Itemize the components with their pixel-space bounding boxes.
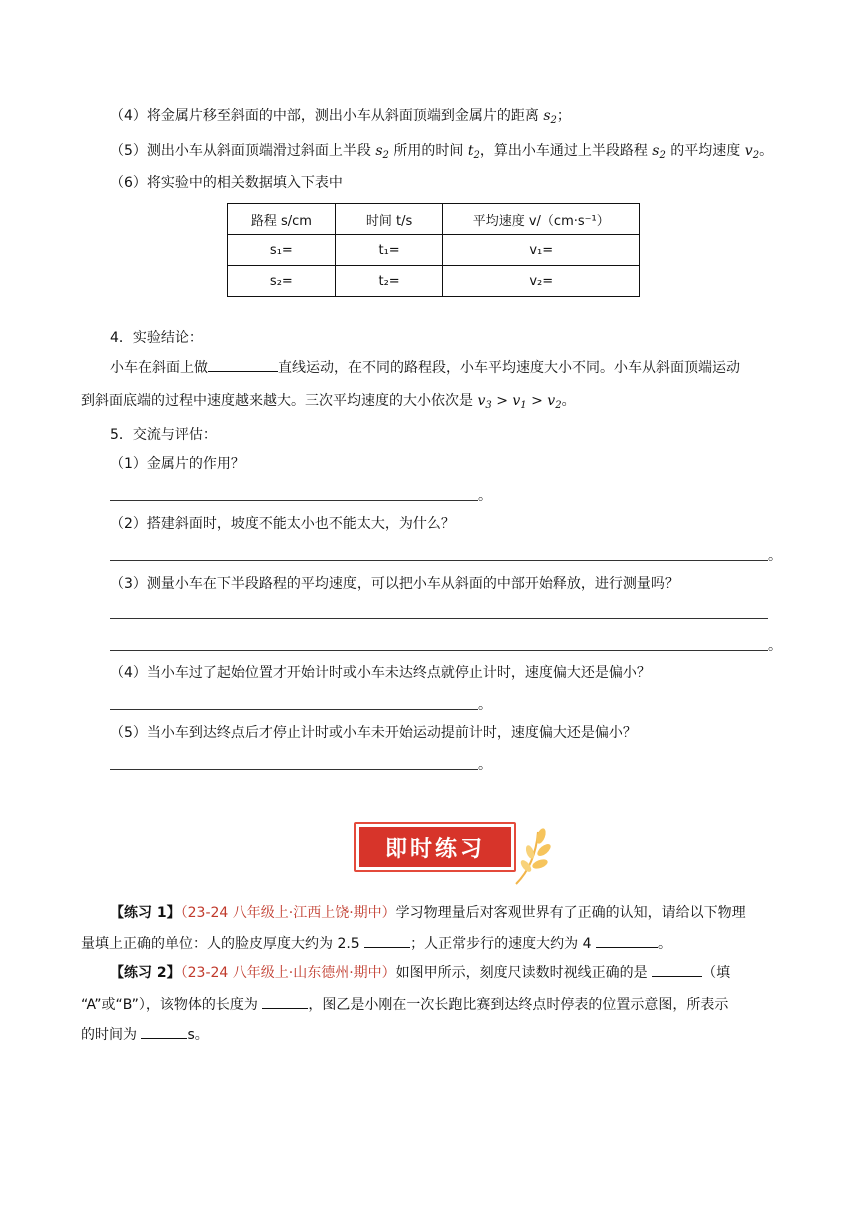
conclusion-blank[interactable] (208, 357, 278, 372)
conclusion-title: 4．实验结论： (110, 330, 203, 346)
table-row (228, 235, 640, 266)
section-badge-label: 即时练习 (359, 827, 511, 867)
practice-1-blank-1[interactable] (364, 933, 410, 948)
answer-line-3b[interactable] (110, 650, 768, 651)
answer-line-4[interactable] (110, 709, 478, 710)
practice-1-blank-2[interactable] (596, 933, 658, 948)
header-speed: 平均速度 v/（cm·s⁻¹） (443, 204, 640, 235)
question-2: （2）搭建斜面时，坡度不能太小也不能太大，为什么？ (110, 516, 455, 532)
table-row (228, 266, 640, 297)
header-time: 时间 t/s (335, 204, 443, 235)
conclusion-line-1: 小车在斜面上做 直线运动，在不同的路程段，小车平均速度大小不同。小车从斜面顶端运动 (110, 357, 740, 378)
question-4: （4）当小车过了起始位置才开始计时或小车未达终点就停止计时，速度偏大还是偏小？ (110, 665, 651, 681)
practice-2-blank-1[interactable] (652, 962, 702, 977)
practice-2-line-2: “A”或“B”），该物体的长度为 ，图乙是小刚在一次长跑比赛到达终点时停表的位置示意图，所表示 (81, 994, 728, 1015)
practice-1-line-1: 【练习 1】（23-24 八年级上·江西上饶·期中）学习物理量后对客观世界有了正确的认知，请给以下物理 (110, 905, 746, 921)
practice-2-source: （23-24 八年级上·山东德州·期中） (180, 965, 396, 981)
practice-1-source: （23-24 八年级上·江西上饶·期中） (180, 905, 396, 921)
practice-1-line-2: 量填上正确的单位：人的脸皮厚度大约为 2.5 ；人正常步行的速度大约为 4 。 (81, 933, 672, 954)
document-page: （4）将金属片移至斜面的中部，测出小车从斜面顶端到金属片的距离 $s_2$； （5）测出小车从斜面顶端滑过斜面上半段 $s_2$ 所用的时间 $t_2$，算出小车通过上半段路程 $s_2$ 的平均速度 $v_2$。 （6）将实验中的相关数据填入下表中 路程 s/cm 时间 t/s 平均速度 v/（cm·s⁻¹） s₁= t₁= v₁= s₂= t₂= v₂= 4．实验结论： 小车在斜面上做 直线运动，在不同的路程段，小车平均速度大小不同。小车从斜面顶端运动 到斜面底端的过程中速度越来越大。三次平均速度的大小依次是 $v_3 > v_1 > v_2$。 5．交流与评估： （1）金属片的作用？ 。 （2）搭建斜面时，坡度不能太小也不能太大，为什么？ 。 （3）测量小车在下半段路程的平均速度，可以把小车从斜面的中部开始释放，进行测量吗？ 。 （4）当小车过了起始位置才开始计时或小车未达终点就停止计时，速度偏大还是偏小？ 。 （5）当小车到达终点后才停止计时或小车未开始运动提前计时，速度偏大还是偏小？ 。 即时练习 【练习 1】（23-24 八年级上·江西上饶·期中）学习物理量后对客观世界有了正确的认知，请给以下物理 量填上正确的单位：人的脸皮厚度大约为 2.5 ；人正常步行的速度大约为 4 。 【练习 2】（23-24 八年级上·山东德州·期中）如图甲所示，刻度尺读数时视线正确的是 （填 “A”或“B”），该物体的长度为 ，图乙是小刚在一次长跑比赛到达终点时停表的位置示意图，所表示 的时间为 s。 (81, 108, 782, 1043)
cell-t1[interactable]: t₁= (335, 235, 443, 266)
cell-s1[interactable]: s₁= (228, 235, 336, 266)
table-header-row (228, 204, 640, 235)
speed-inequality: $v_3 > v_1 > v_2$ (477, 393, 562, 411)
cell-v2[interactable]: v₂= (443, 266, 640, 297)
data-table (227, 203, 640, 297)
question-3: （3）测量小车在下半段路程的平均速度，可以把小车从斜面的中部开始释放，进行测量吗？ (110, 576, 679, 592)
step-6: （6）将实验中的相关数据填入下表中 (110, 175, 343, 191)
step-4: （4）将金属片移至斜面的中部，测出小车从斜面顶端到金属片的距离 $s_2$； (110, 108, 571, 126)
answer-line-1[interactable] (110, 500, 478, 501)
question-1: （1）金属片的作用？ (110, 456, 245, 472)
practice-2-tag: 【练习 2】 (110, 965, 181, 981)
answer-line-2[interactable] (110, 560, 768, 561)
cell-v1[interactable]: v₁= (443, 235, 640, 266)
cell-t2[interactable]: t₂= (335, 266, 443, 297)
evaluation-title: 5．交流与评估： (110, 427, 217, 443)
practice-2-blank-2[interactable] (262, 994, 308, 1009)
practice-2-line-3: 的时间为 s。 (81, 1024, 209, 1045)
var-s2: $s_2$ (543, 108, 557, 126)
practice-2-blank-3[interactable] (141, 1024, 187, 1039)
answer-line-3a[interactable] (110, 618, 768, 619)
answer-line-5[interactable] (110, 769, 478, 770)
section-badge (354, 822, 516, 872)
step-5: （5）测出小车从斜面顶端滑过斜面上半段 $s_2$ 所用的时间 $t_2$，算出小车通过上半段路程 $s_2$ 的平均速度 $v_2$。 (110, 143, 774, 161)
cell-s2[interactable]: s₂= (228, 266, 336, 297)
wheat-decoration-icon (506, 826, 552, 888)
practice-2-line-1: 【练习 2】（23-24 八年级上·山东德州·期中）如图甲所示，刻度尺读数时视线正确的是 （填 (110, 962, 730, 983)
conclusion-line-2: 到斜面底端的过程中速度越来越大。三次平均速度的大小依次是 $v_3 > v_1 > v_2$。 (81, 393, 576, 411)
question-5: （5）当小车到达终点后才停止计时或小车未开始运动提前计时，速度偏大还是偏小？ (110, 725, 637, 741)
practice-1-tag: 【练习 1】 (110, 905, 181, 921)
header-distance: 路程 s/cm (228, 204, 336, 235)
